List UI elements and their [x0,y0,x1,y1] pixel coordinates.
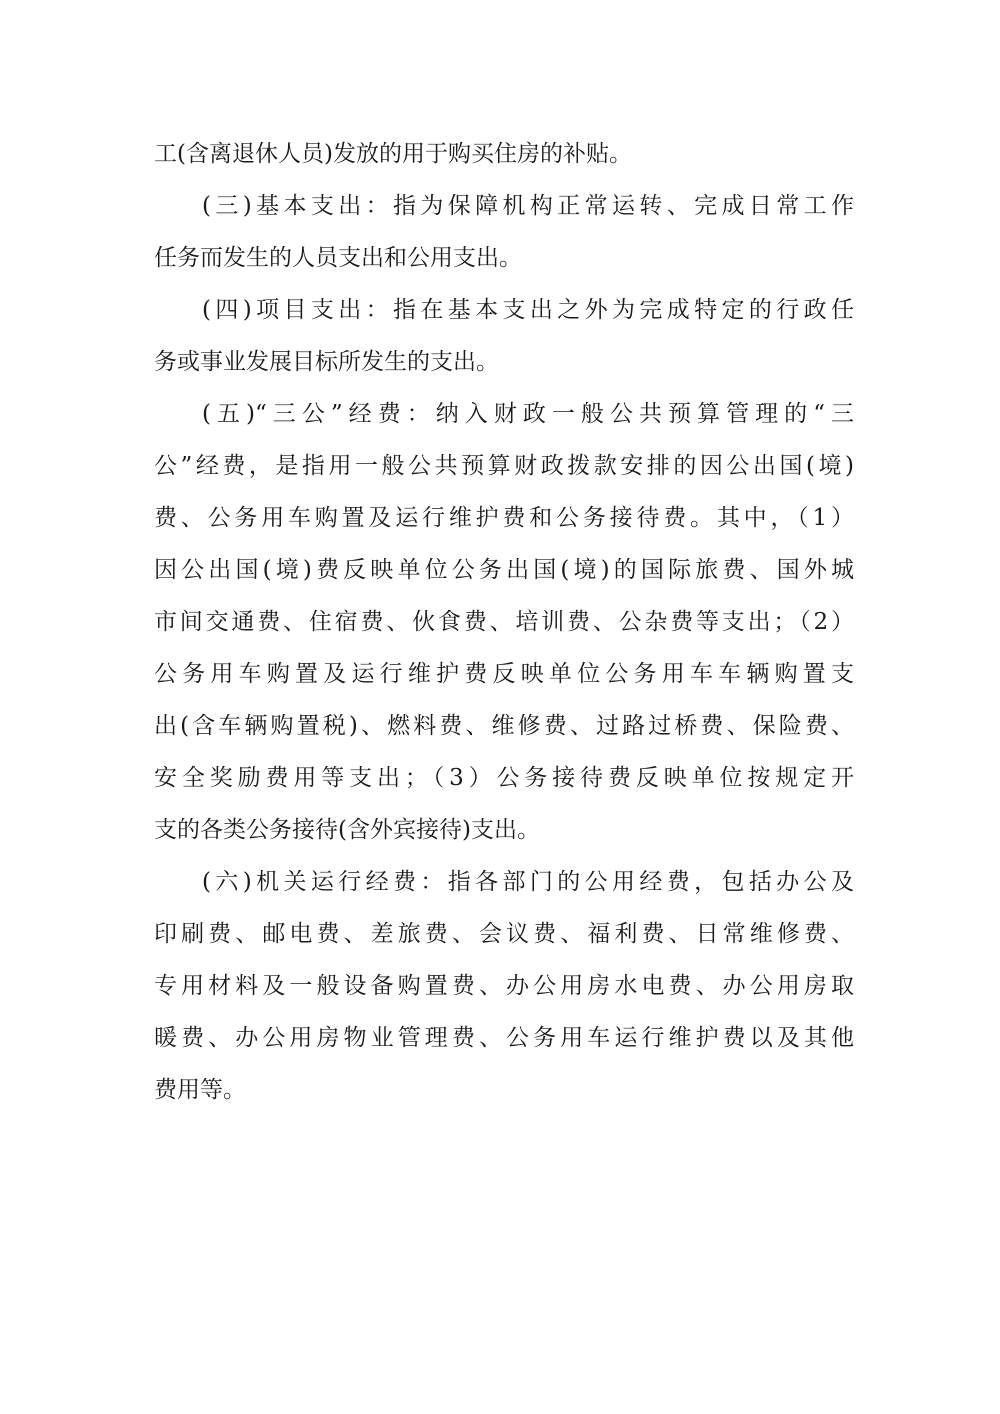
text-line: 因公出国(境)费反映单位公务出国(境)的国际旅费、国外城 [154,557,854,583]
text-line: 出(含车辆购置税)、燃料费、维修费、过路过桥费、保险费、 [154,713,854,739]
section-heading-line: (三)基本支出：指为保障机构正常运转、完成日常工作 [202,193,854,219]
document-body [154,128,854,1116]
text-line: 市间交通费、住宿费、伙食费、培训费、公杂费等支出；（2） [154,609,854,635]
text-line: 专用材料及一般设备购置费、办公用房水电费、办公用房取 [154,973,854,999]
text-line: 费用等。 [154,1077,246,1103]
text-line: 费、公务用车购置及运行维护费和公务接待费。其中，（1） [154,505,854,531]
text-line: 公”经费，是指用一般公共预算财政拨款安排的因公出国(境) [154,453,854,479]
text-line: 印刷费、邮电费、差旅费、会议费、福利费、日常维修费、 [154,921,854,947]
section-heading-line: (四)项目支出：指在基本支出之外为完成特定的行政任 [202,297,854,323]
text-line: 支的各类公务接待(含外宾接待)支出。 [154,817,540,843]
text-line: 任务而发生的人员支出和公用支出。 [154,245,522,271]
text-line: 暖费、办公用房物业管理费、公务用车运行维护费以及其他 [154,1025,854,1051]
text-line: 务或事业发展目标所发生的支出。 [154,349,499,375]
section-heading-line: (六)机关运行经费：指各部门的公用经费，包括办公及 [202,869,854,895]
text-line: 公务用车购置及运行维护费反映单位公务用车车辆购置支 [154,661,854,687]
text-line: 工(含离退休人员)发放的用于购买住房的补贴。 [154,141,632,167]
section-heading-line: (五)“三公”经费：纳入财政一般公共预算管理的“三 [202,401,854,427]
text-line: 安全奖励费用等支出；（3）公务接待费反映单位按规定开 [154,765,854,791]
